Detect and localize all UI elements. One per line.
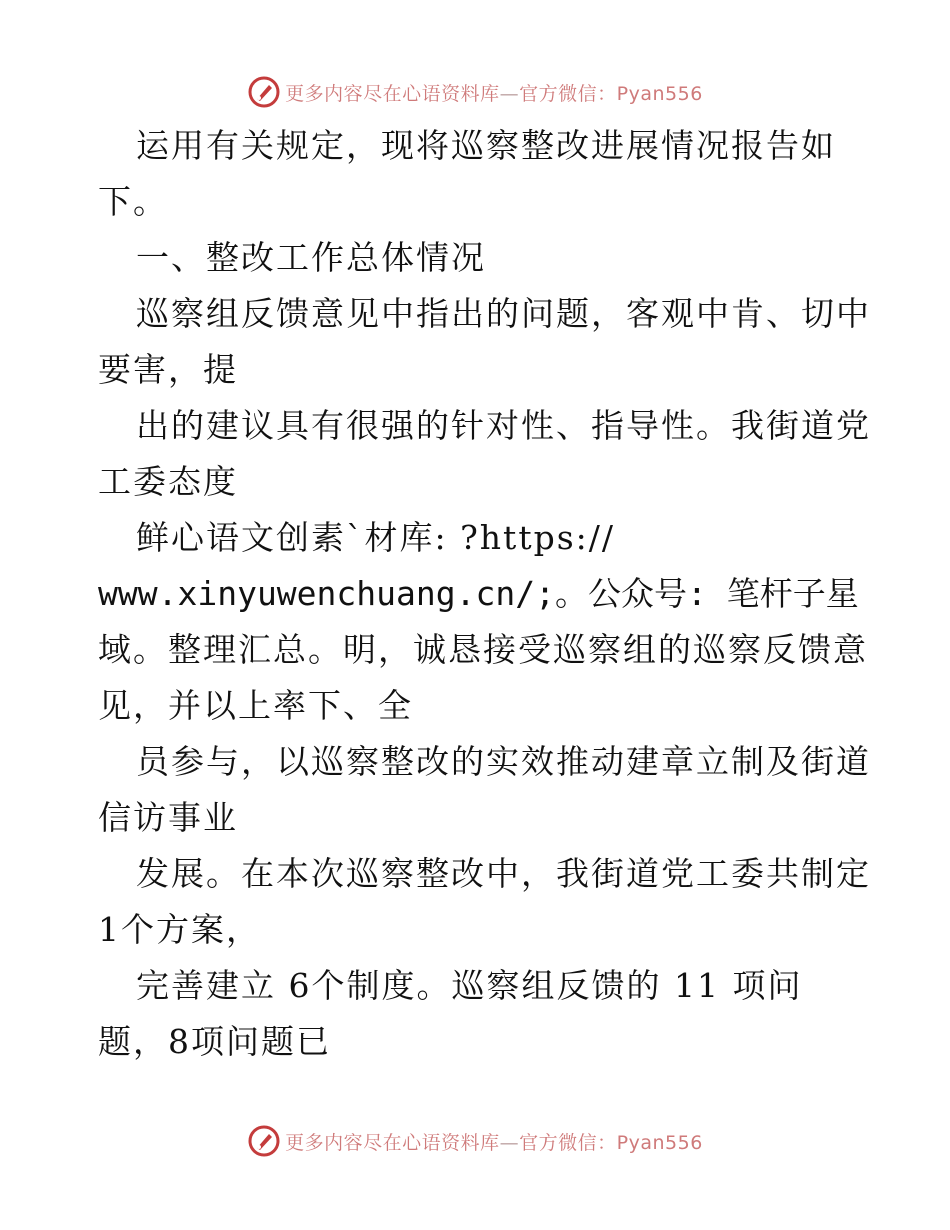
pen-nib-circle-icon: [247, 75, 281, 109]
pen-nib-circle-icon: [247, 1124, 281, 1158]
watermark-separator: —: [499, 82, 520, 105]
watermark-title: 更多内容尽在心语资料库: [285, 82, 500, 105]
watermark-separator: —: [499, 1131, 520, 1154]
body-line: 出的建议具有很强的针对性、指导性。我街道党: [136, 406, 871, 445]
body-line: 1个方案，: [98, 910, 261, 949]
body-line: 域。整理汇总。明，诚恳接受巡察组的巡察反馈意: [98, 630, 868, 669]
watermark-text: [285, 1128, 703, 1155]
body-line: 题，8项问题已: [98, 1022, 331, 1061]
watermark-text: [285, 79, 703, 106]
body-line: 信访事业: [98, 798, 238, 837]
body-line: 运用有关规定，现将巡察整改进展情况报告如: [136, 126, 836, 165]
body-line: 见，并以上率下、全: [98, 686, 413, 725]
body-line: 巡察组反馈意见中指出的问题，客观中肯、切中: [136, 294, 871, 333]
body-line: 要害，提: [98, 350, 238, 389]
document-body: [98, 118, 871, 1070]
watermark-title: 更多内容尽在心语资料库: [285, 1131, 500, 1154]
body-line: 鲜心语文创素`材库: ?https://: [136, 518, 615, 557]
body-line: 完善建立 6个制度。巡察组反馈的 11 项问: [136, 966, 803, 1005]
body-line-url: www.xinyuwenchuang.cn/;。公众号: 笔杆子星: [98, 574, 859, 613]
body-line: 员参与，以巡察整改的实效推动建章立制及街道: [136, 742, 871, 781]
section-heading: 一、整改工作总体情况: [136, 238, 486, 277]
body-line: 工委态度: [98, 462, 238, 501]
watermark-contact: 官方微信：Pyan556: [519, 1131, 703, 1154]
watermark-contact: 官方微信：Pyan556: [519, 82, 703, 105]
body-line: 下。: [98, 182, 168, 221]
footer-watermark: [0, 1121, 950, 1161]
header-watermark: [0, 72, 950, 112]
body-line: 发展。在本次巡察整改中，我街道党工委共制定: [136, 854, 871, 893]
